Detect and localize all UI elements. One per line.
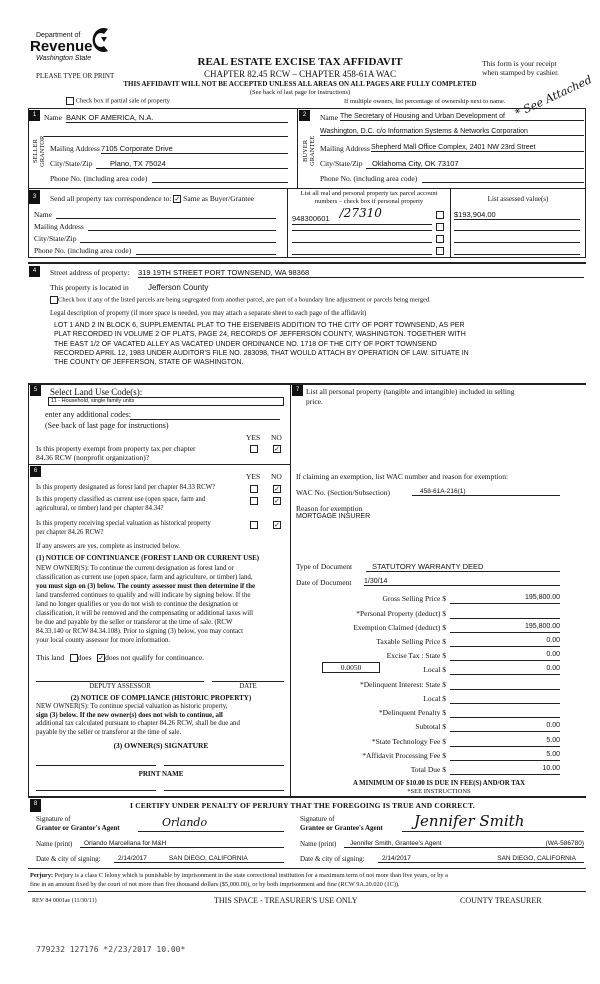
- amount-field[interactable]: 195,800.00: [450, 594, 560, 604]
- county-field[interactable]: Jefferson County: [148, 283, 209, 292]
- please-type: PLEASE TYPE OR PRINT: [36, 72, 115, 80]
- amount-label: *Delinquent Penalty $: [378, 708, 446, 717]
- seller-phone-label: Phone No. (including area code): [50, 174, 148, 183]
- s5-see-back: (See back of last page for instructions): [45, 421, 169, 430]
- buyer-city-label: City/State/Zip: [320, 159, 363, 168]
- s3-city-label: City/State/Zip: [34, 234, 77, 243]
- grantor-date-city-label: Date & city of signing:: [36, 855, 101, 863]
- current-use-no-checkbox[interactable]: ✓: [274, 497, 280, 506]
- forest-yes-checkbox[interactable]: [250, 485, 258, 493]
- receipt-note-2: when stamped by cashier.: [482, 68, 560, 77]
- amount-label: Local $: [423, 665, 446, 674]
- doc-date-field[interactable]: 1/30/14: [364, 578, 560, 586]
- amount-field[interactable]: 0.00: [450, 722, 560, 732]
- grantee-name-print-label: Name (print): [300, 840, 337, 848]
- grantee-name-field[interactable]: [344, 840, 584, 848]
- current-use-question-2: agricultural, or timber) land per chapter 84.34?: [36, 505, 164, 512]
- does-label: does: [77, 653, 92, 662]
- seller-city-field[interactable]: Plano, TX 75024: [96, 159, 288, 169]
- form-title: REAL ESTATE EXCISE TAX AFFIDAVIT: [197, 56, 403, 68]
- grantor-name-print-label: Name (print): [36, 840, 73, 848]
- logo-revenue: Revenue: [30, 38, 93, 55]
- assessor-date-label: DATE: [239, 683, 257, 690]
- buyer-name-field[interactable]: The Secretary of Housing and Urban Development of: [340, 113, 584, 121]
- treasurer-stamp: 779232 127176 *2/23/2017 10.00*: [36, 945, 186, 954]
- section-1-number: 1: [29, 110, 40, 121]
- notice-continuance-title: (1) NOTICE OF CONTINUANCE (FOREST LAND OR CURRENT USE): [36, 554, 260, 562]
- warning: THIS AFFIDAVIT WILL NOT BE ACCEPTED UNLESS ALL AREAS ON ALL PAGES ARE FULLY COMPLETED: [123, 80, 477, 88]
- personal-property-checkbox[interactable]: [436, 211, 444, 219]
- historic-yes-checkbox[interactable]: [250, 521, 258, 529]
- amount-field[interactable]: [450, 609, 560, 619]
- segregate-checkbox-row[interactable]: [50, 296, 431, 304]
- assessed-value-field-3[interactable]: [454, 234, 580, 243]
- same-as-buyer-label: Same as Buyer/Grantee: [183, 194, 254, 203]
- street-address-field[interactable]: 319 19TH STREET PORT TOWNSEND, WA 98368: [138, 268, 584, 278]
- seller-side-label: SELLER GRANTOR: [32, 135, 46, 167]
- minimum-note: A MINIMUM OF $10.00 IS DUE IN FEE(S) AND/OR TAX: [352, 780, 526, 787]
- print-name-line[interactable]: [36, 790, 156, 791]
- partial-sale-checkbox[interactable]: [66, 97, 170, 105]
- parcel-field-4[interactable]: [292, 246, 432, 255]
- print-name-label: PRINT NAME: [138, 770, 184, 778]
- amount-field[interactable]: [450, 708, 560, 718]
- historic-no-checkbox[interactable]: ✓: [274, 521, 280, 530]
- amount-label: Excise Tax : State $: [386, 651, 446, 660]
- seller-name-field[interactable]: BANK OF AMERICA, N.A.: [66, 113, 288, 123]
- see-instructions: *SEE INSTRUCTIONS: [407, 788, 471, 795]
- grantor-sig-label: Signature of: [36, 815, 71, 823]
- does-not-checkbox[interactable]: ✓: [98, 654, 105, 663]
- amount-label: Gross Selling Price $: [382, 594, 446, 603]
- amount-label: *Delinquent Interest: State $: [359, 680, 446, 689]
- s5-yes-header: YES: [246, 433, 261, 442]
- buyer-name-field-2[interactable]: Washington, D.C. c/o Information Systems & Networks Corporation: [320, 128, 584, 136]
- wac-field[interactable]: 458-61A-216(1): [412, 488, 560, 496]
- legal-label: Legal description of property (if more space is needed, you may attach a separate sheet to each page of the affidavit): [50, 310, 367, 317]
- parcel-handwritten: /27310: [339, 206, 382, 220]
- section-3-number: 3: [29, 190, 40, 204]
- s5-no-header: NO: [271, 433, 282, 442]
- grantee-signature-field[interactable]: Jennifer Smith: [402, 812, 584, 832]
- doc-type-field[interactable]: STATUTORY WARRANTY DEED: [366, 562, 560, 572]
- amount-label: *Affidavit Processing Fee $: [362, 751, 446, 760]
- seller-name-label: Name: [44, 113, 62, 122]
- doc-type-label: Type of Document: [296, 562, 353, 571]
- forest-no-checkbox[interactable]: ✓: [274, 485, 280, 494]
- s3-city-field[interactable]: [80, 234, 276, 243]
- s6-no-header: NO: [271, 472, 282, 481]
- amount-label: Taxable Selling Price $: [376, 637, 446, 646]
- dor-emblem-icon: [88, 26, 112, 54]
- grantee-sig-label: Signature of: [300, 815, 335, 823]
- amount-label: Total Due $: [410, 765, 446, 774]
- notice-compliance-title: (2) NOTICE OF COMPLIANCE (HISTORIC PROPERTY): [70, 694, 252, 702]
- amount-label: Local $: [423, 694, 446, 703]
- buyer-city-field[interactable]: Oklahoma City, OK 73107: [366, 159, 584, 169]
- amount-label: *Personal Property (deduct) $: [356, 609, 446, 618]
- owner-signature-line-2[interactable]: [164, 765, 284, 766]
- seller-name-line-2[interactable]: [44, 128, 288, 137]
- section-6-number: 6: [30, 466, 41, 477]
- perjury-notice: Perjury: Perjury is a class C felony which is punishable by imprisonment in the state correctional institution for a maximum term of not more than five years, or by a fine in an amount fixed by the court of not more than five thousand dollars ($5,000.00), or by both imprisonment and fine (RCW 9A.20.020 (1C)).: [30, 872, 448, 888]
- current-use-yes-checkbox[interactable]: [250, 497, 258, 505]
- section-8-number: 8: [30, 799, 41, 812]
- assessed-value-field-2[interactable]: [454, 222, 580, 231]
- form-subtitle: CHAPTER 82.45 RCW – CHAPTER 458-61A WAC: [204, 69, 396, 79]
- if-yes-note: If any answers are yes, complete as instructed below.: [36, 543, 181, 550]
- parcel-number: 948300601: [292, 214, 330, 223]
- personal-property-checkbox-2[interactable]: [436, 223, 444, 231]
- s3-mailing-label: Mailing Address: [34, 222, 84, 231]
- partial-sale-label: Check box if partial sale of property: [75, 97, 170, 105]
- exempt-question: Is this property exempt from property tax per chapter: [36, 444, 196, 453]
- owner-signature-label: (3) OWNER(S) SIGNATURE: [113, 741, 209, 750]
- doc-date-label: Date of Document: [296, 578, 352, 587]
- county-label: This property is located in: [50, 283, 129, 292]
- grantee-date-city-field[interactable]: [378, 855, 584, 863]
- street-label: Street address of property:: [50, 268, 130, 277]
- certify-statement: I CERTIFY UNDER PENALTY OF PERJURY THAT THE FOREGOING IS TRUE AND CORRECT.: [130, 801, 475, 810]
- buyer-side-label: BUYER GRANTEE: [302, 135, 316, 167]
- grantor-signature-field[interactable]: Orlando: [138, 816, 284, 832]
- buyer-name-label: Name: [320, 113, 338, 122]
- local-rate-field[interactable]: 0.0050: [322, 662, 380, 673]
- amount-field[interactable]: [450, 680, 560, 690]
- notice-compliance-text: NEW OWNER(S): To continue special valuation as historic property, sign (3) below. If the new owner(s) does not wish to continue, all additional tax calculated pursuant to chapter 84.26 RCW, shall be due and payable by the seller or transferor at the time of sale.: [36, 703, 240, 736]
- buyer-phone-label: Phone No. (including area code): [320, 174, 418, 183]
- amount-field[interactable]: 0.00: [450, 651, 560, 661]
- handwritten-note: * See Attached: [513, 73, 594, 120]
- section-5-number: 5: [30, 385, 41, 396]
- section-7-number: 7: [292, 385, 303, 396]
- print-name-line-2[interactable]: [164, 790, 284, 791]
- does-checkbox[interactable]: [70, 654, 78, 662]
- buyer-phone-field[interactable]: [422, 174, 584, 183]
- historic-question-2: per chapter 84.26 RCW?: [36, 529, 104, 536]
- reason-field[interactable]: MORTGAGE INSURER: [296, 513, 371, 520]
- amount-field[interactable]: 5.00: [450, 737, 560, 747]
- reason-label: Reason for exemption: [296, 504, 363, 513]
- grantee-date: 2/14/2017: [382, 855, 411, 862]
- exempt-no-checkbox[interactable]: ✓: [274, 445, 280, 454]
- s3-name-label: Name: [34, 210, 52, 219]
- this-land-label: This land: [36, 653, 65, 662]
- historic-question: Is this property receiving special valuation as historical property: [36, 520, 211, 527]
- assessed-value-field-4[interactable]: [454, 246, 580, 255]
- grantor-agent-label: Grantor or Grantor's Agent: [36, 824, 120, 832]
- county-treasurer-label: COUNTY TREASURER: [460, 896, 542, 905]
- seller-city-label: City/State/Zip: [50, 159, 93, 168]
- amount-label: *State Technology Fee $: [371, 737, 446, 746]
- notice-continuance-text: NEW OWNER(S): To continue the current designation as forest land or classification as current use (open space, farm and agriculture, or timber) land, you must sign on (3) below. The county assessor must then determine if the land transferred continues to qualify and will indicate by signing below. If the land no longer qualifies or you do not wish to continue the designation or classification, it will be removed and the compensating or additional taxes will be due and payable by the seller or transferor at the time of sale. (RCW 84.33.140 or RCW 84.34.108). Prior to signing (3) below, you may contact your local county assessor for more information.: [36, 565, 256, 644]
- grantor-city: SAN DIEGO, CALIFORNIA: [168, 855, 248, 862]
- amount-field[interactable]: 10.00: [450, 765, 560, 775]
- legal-description: LOT 1 AND 2 IN BLOCK 6, SUPPLEMENTAL PLAT TO THE EISENBEIS ADDITION TO THE CITY OF PORT TOWNSEND, AS PER PLAT RECORDED IN VOLUME 2 OF PLATS, PAGE 24, RECORDS OF JEFFERSON COUNTY, WASHINGTON. TOGETHER WITH THE EAST 1/2 OF VACATED ALLEY AS VACATED UNDER ORDINANCE NO. 1718 OF THE CITY OF PORT TOWNSEND RECORDED APRIL 12, 1983 UNDER AUDITOR'S FILE NO. 283098, THAT WOULD ATTACH BY OPERATION OF LAW. SITUATE IN THE COUNTY OF JEFFERSON, STATE OF WASHINGTON.: [54, 322, 469, 367]
- grantee-date-city-label: Date & city of signing:: [300, 855, 365, 863]
- s3-phone-label: Phone No. (including area code): [34, 246, 132, 255]
- grantee-agent-label: Grantee or Grantee's Agent: [300, 824, 383, 832]
- amount-field[interactable]: 195,800.00: [450, 623, 560, 633]
- receipt-note: This form is your receipt: [482, 59, 557, 68]
- grantor-date: 2/14/2017: [118, 855, 147, 862]
- s6-yes-header: YES: [246, 472, 261, 481]
- parcel-field-2[interactable]: [292, 222, 432, 231]
- send-label: Send all property tax correspondence to:: [50, 194, 172, 203]
- see-back: (See back of last page for instructions): [249, 89, 351, 96]
- personal-property-text: List all personal property (tangible and intangible) included in selling: [306, 387, 515, 396]
- s3-mailing-field[interactable]: [88, 222, 276, 231]
- section-2-number: 2: [299, 110, 310, 121]
- wac-label: WAC No. (Section/Subsection): [296, 488, 390, 497]
- amount-label: Subtotal $: [415, 722, 446, 731]
- exemption-label: If claiming an exemption, list WAC number and reason for exemption:: [296, 472, 509, 481]
- logo-dept: Department of: [36, 32, 81, 39]
- personal-property-checkbox-4[interactable]: [436, 247, 444, 255]
- land-use-label: Select Land Use Code(s):: [50, 387, 143, 397]
- seller-mailing-field[interactable]: 7105 Corporate Drive: [101, 144, 288, 154]
- amount-field[interactable]: 5.00: [450, 751, 560, 761]
- grantee-name: Jennifer Smith, Grantee's Agent: [350, 840, 442, 847]
- buyer-mailing-label: Mailing Address: [320, 144, 370, 153]
- amount-label: Exemption Claimed (deduct) $: [353, 623, 446, 632]
- deputy-assessor-label: DEPUTY ASSESSOR: [89, 683, 151, 690]
- amount-field[interactable]: [450, 694, 560, 704]
- s3-name-field[interactable]: [56, 210, 276, 219]
- treasurer-use-label: THIS SPACE - TREASURER'S USE ONLY: [214, 896, 358, 905]
- exempt-yes-checkbox[interactable]: [250, 445, 258, 453]
- owner-signature-line[interactable]: [36, 765, 156, 766]
- grantee-id: (WA-586780): [545, 840, 584, 847]
- revision-code: REV 84 0001ae (11/30/11): [32, 898, 97, 904]
- seller-phone-field[interactable]: [152, 174, 288, 183]
- exempt-question-2: 84.36 RCW (nonprofit organization)?: [36, 453, 150, 462]
- grantor-date-city-field[interactable]: [114, 855, 284, 863]
- s3-phone-field[interactable]: [136, 246, 276, 255]
- forest-question: Is this property designated as forest land per chapter 84.33 RCW?: [36, 484, 216, 491]
- continuance-row: [36, 653, 204, 662]
- amount-field[interactable]: 0.00: [450, 637, 560, 647]
- assessed-header: List assessed value(s): [487, 195, 549, 203]
- segregate-label: Check box if any of the listed parcels are being segregated from another parcel, are part of a boundary line adjustment or parcels being merged.: [58, 296, 431, 304]
- parcel-header: List all real and personal property tax parcel account numbers – check box if personal property: [300, 190, 438, 205]
- buyer-mailing-field[interactable]: Shepherd Mall Office Complex, 2401 NW 23rd Street: [371, 144, 584, 152]
- assessed-value-field[interactable]: $193,904.00: [454, 210, 580, 220]
- grantor-name-field[interactable]: Orlando Marcellana for M&H: [80, 840, 284, 848]
- logo-state: Washington State: [36, 55, 92, 62]
- seller-mailing-label: Mailing Address: [50, 144, 100, 153]
- amount-field[interactable]: 0.00: [450, 665, 560, 675]
- multiple-owners-note: If multiple owners, list percentage of ownership next to name.: [344, 98, 506, 105]
- does-not-label: does not qualify for continuance.: [105, 653, 205, 662]
- personal-property-checkbox-3[interactable]: [436, 235, 444, 243]
- land-use-code-select[interactable]: 11 - Household, single family units: [48, 397, 284, 406]
- same-as-buyer-checkbox[interactable]: ✓: [174, 195, 181, 204]
- send-correspondence: [50, 194, 254, 203]
- additional-codes-field[interactable]: [130, 410, 280, 420]
- additional-codes-label: enter any additional codes:: [45, 410, 131, 419]
- current-use-question: Is this property classified as current use (open space, farm and: [36, 496, 206, 503]
- parcel-field-3[interactable]: [292, 234, 432, 243]
- personal-property-text-2: price.: [306, 397, 323, 406]
- section-4-number: 4: [29, 266, 40, 277]
- grantee-city: SAN DIEGO, CALIFORNIA: [497, 855, 576, 862]
